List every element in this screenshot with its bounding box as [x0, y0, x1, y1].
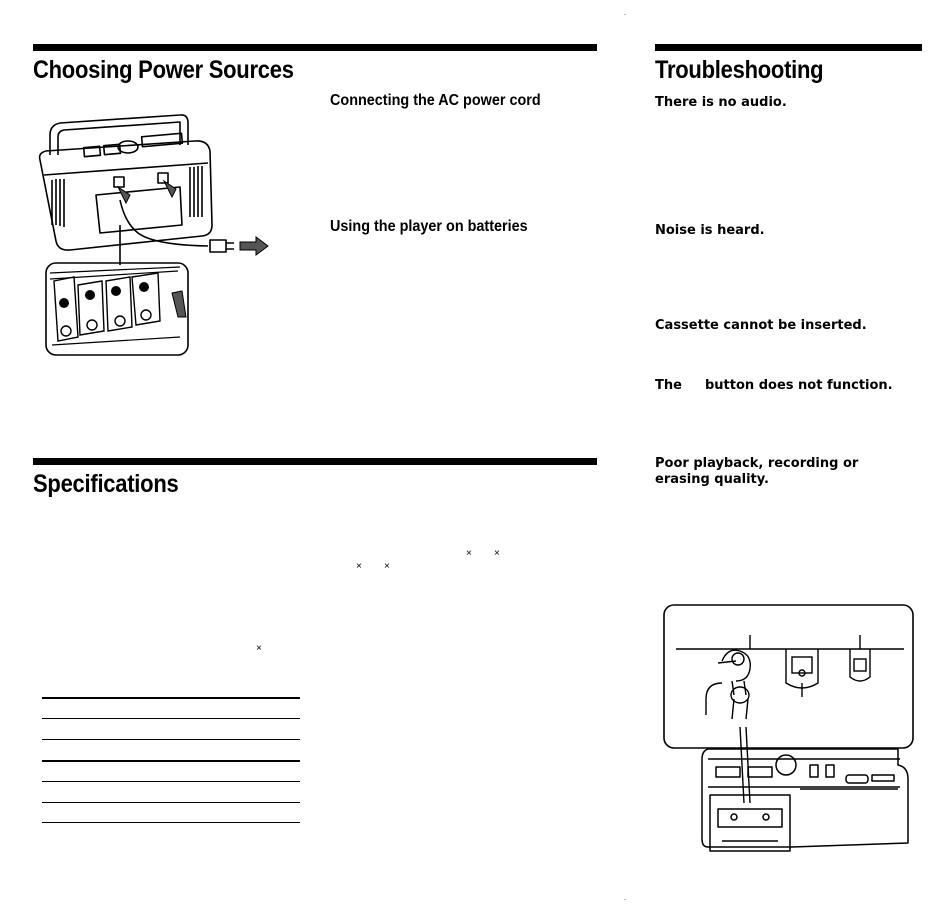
- power-illustration: [30, 105, 300, 355]
- page-mark: .: [624, 10, 626, 17]
- times-mark: ×: [256, 643, 262, 654]
- issue-erasing-quality: erasing quality.: [655, 472, 769, 487]
- table-rule: [42, 822, 300, 823]
- times-mark: ×: [384, 561, 390, 572]
- times-mark: ×: [494, 548, 500, 559]
- power-section-rule: [33, 44, 597, 51]
- head-cleaning-illustration: [662, 603, 914, 859]
- ac-power-cord-heading: Connecting the AC power cord: [330, 92, 541, 109]
- issue-no-audio: There is no audio.: [655, 95, 787, 110]
- issue-poor-playback: Poor playback, recording or: [655, 456, 859, 471]
- table-rule: [42, 718, 300, 719]
- issue-button-the: The: [655, 378, 682, 393]
- table-rule: [42, 781, 300, 782]
- troubleshooting-rule: [655, 44, 922, 51]
- issue-button-function: button does not function.: [705, 378, 893, 393]
- batteries-heading: Using the player on batteries: [330, 218, 528, 235]
- specifications-rule: [33, 458, 597, 465]
- power-sources-title: Choosing Power Sources: [33, 56, 294, 84]
- page-mark: .: [624, 895, 626, 902]
- issue-noise: Noise is heard.: [655, 223, 765, 238]
- troubleshooting-title: Troubleshooting: [655, 56, 824, 84]
- times-mark: ×: [356, 561, 362, 572]
- times-mark: ×: [466, 548, 472, 559]
- table-rule: [42, 739, 300, 740]
- specifications-title: Specifications: [33, 470, 179, 498]
- table-rule: [42, 760, 300, 762]
- table-rule: [42, 802, 300, 803]
- issue-cassette-insert: Cassette cannot be inserted.: [655, 318, 867, 333]
- table-rule: [42, 697, 300, 699]
